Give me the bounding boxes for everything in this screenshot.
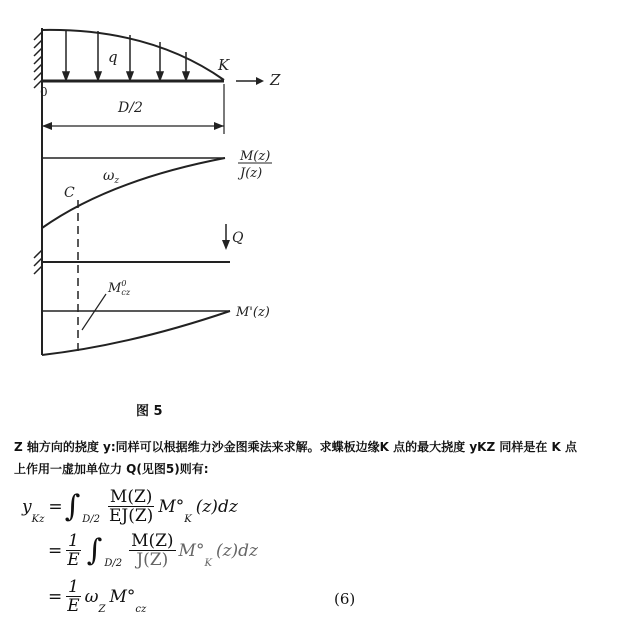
dimension-arrow-right [214,122,224,130]
dimension-arrow-left [42,122,52,130]
eq-term1-sub: K [184,514,192,525]
omega-label: $\omega_z$ [103,168,120,186]
m0-leader-line [82,294,106,330]
q-force-label: Q [232,230,244,246]
m0-label: $M^0$ cz [108,279,131,297]
eq-equals-1: = [48,496,63,517]
fraction-m-over-ej [107,488,155,525]
integral-sign-2: ∫ [86,532,103,568]
mj-numerator: M(z) [240,149,271,164]
eq-omega-sub: Z [98,604,106,615]
z-axis-arrowhead [256,77,264,85]
origin-label: 0 [40,85,48,99]
m0z-label: M'(z) [236,305,270,320]
fraction-m-over-j: $\frac{M(Z)}{J(Z)}$ [131,531,174,570]
integral-sub-1: D/2 [82,514,100,525]
equation-line-2 [48,532,258,569]
figure-caption: 图 5 [136,404,163,419]
eq-term1-tail: (z)dz [195,496,238,517]
mj-denominator: J(z) [240,166,263,181]
frac1-num: M(Z) [109,487,153,507]
integral-sub-2: D/2 [104,558,123,569]
eq-equals-2: = [48,540,63,561]
eq-lhs: y [22,496,32,517]
m0-curve [42,311,230,355]
paragraph-line-2: 上作用一虚加单位力 Q(见图5)则有: [14,462,209,476]
equation-line-3 [48,578,150,615]
frac1-den: EJ(Z) [109,506,154,526]
equation-number: (6) [334,590,356,608]
eq-term2-tail: (z)dz [215,540,259,561]
fraction-one-over-e-1: $\frac{1}{E}$ [67,531,80,570]
integral-sign-1: ∫ [64,488,81,524]
q-force-arrowhead [222,240,230,250]
z-label: Z [270,71,281,89]
eq-lhs-sub: Kz [31,514,45,525]
paragraph-line-1: Z 轴方向的挠度 y:同样可以根据维力沙金图乘法来求解。求蝶板边缘K 点的最大挠度 yKZ 同样是在 K 点 [14,440,577,454]
eq-final-m-sub: cz [135,604,147,615]
fraction-one-over-e-2: $\frac{1}{E}$ [67,577,80,616]
eq-equals-3: = [48,586,63,607]
eq-term1: M° [158,496,185,517]
support-hatch [34,32,42,274]
q-label: q [108,48,118,66]
eq-term2: M° [178,540,205,561]
c-label: C [64,185,75,201]
half-d-label: D/2 [118,100,143,116]
eq-term2-sub: K [204,558,212,569]
eq-omega: ω [84,586,99,607]
eq-final-m: M° [109,586,136,607]
equation-line-1 [22,488,238,525]
k-label: K [218,56,230,74]
